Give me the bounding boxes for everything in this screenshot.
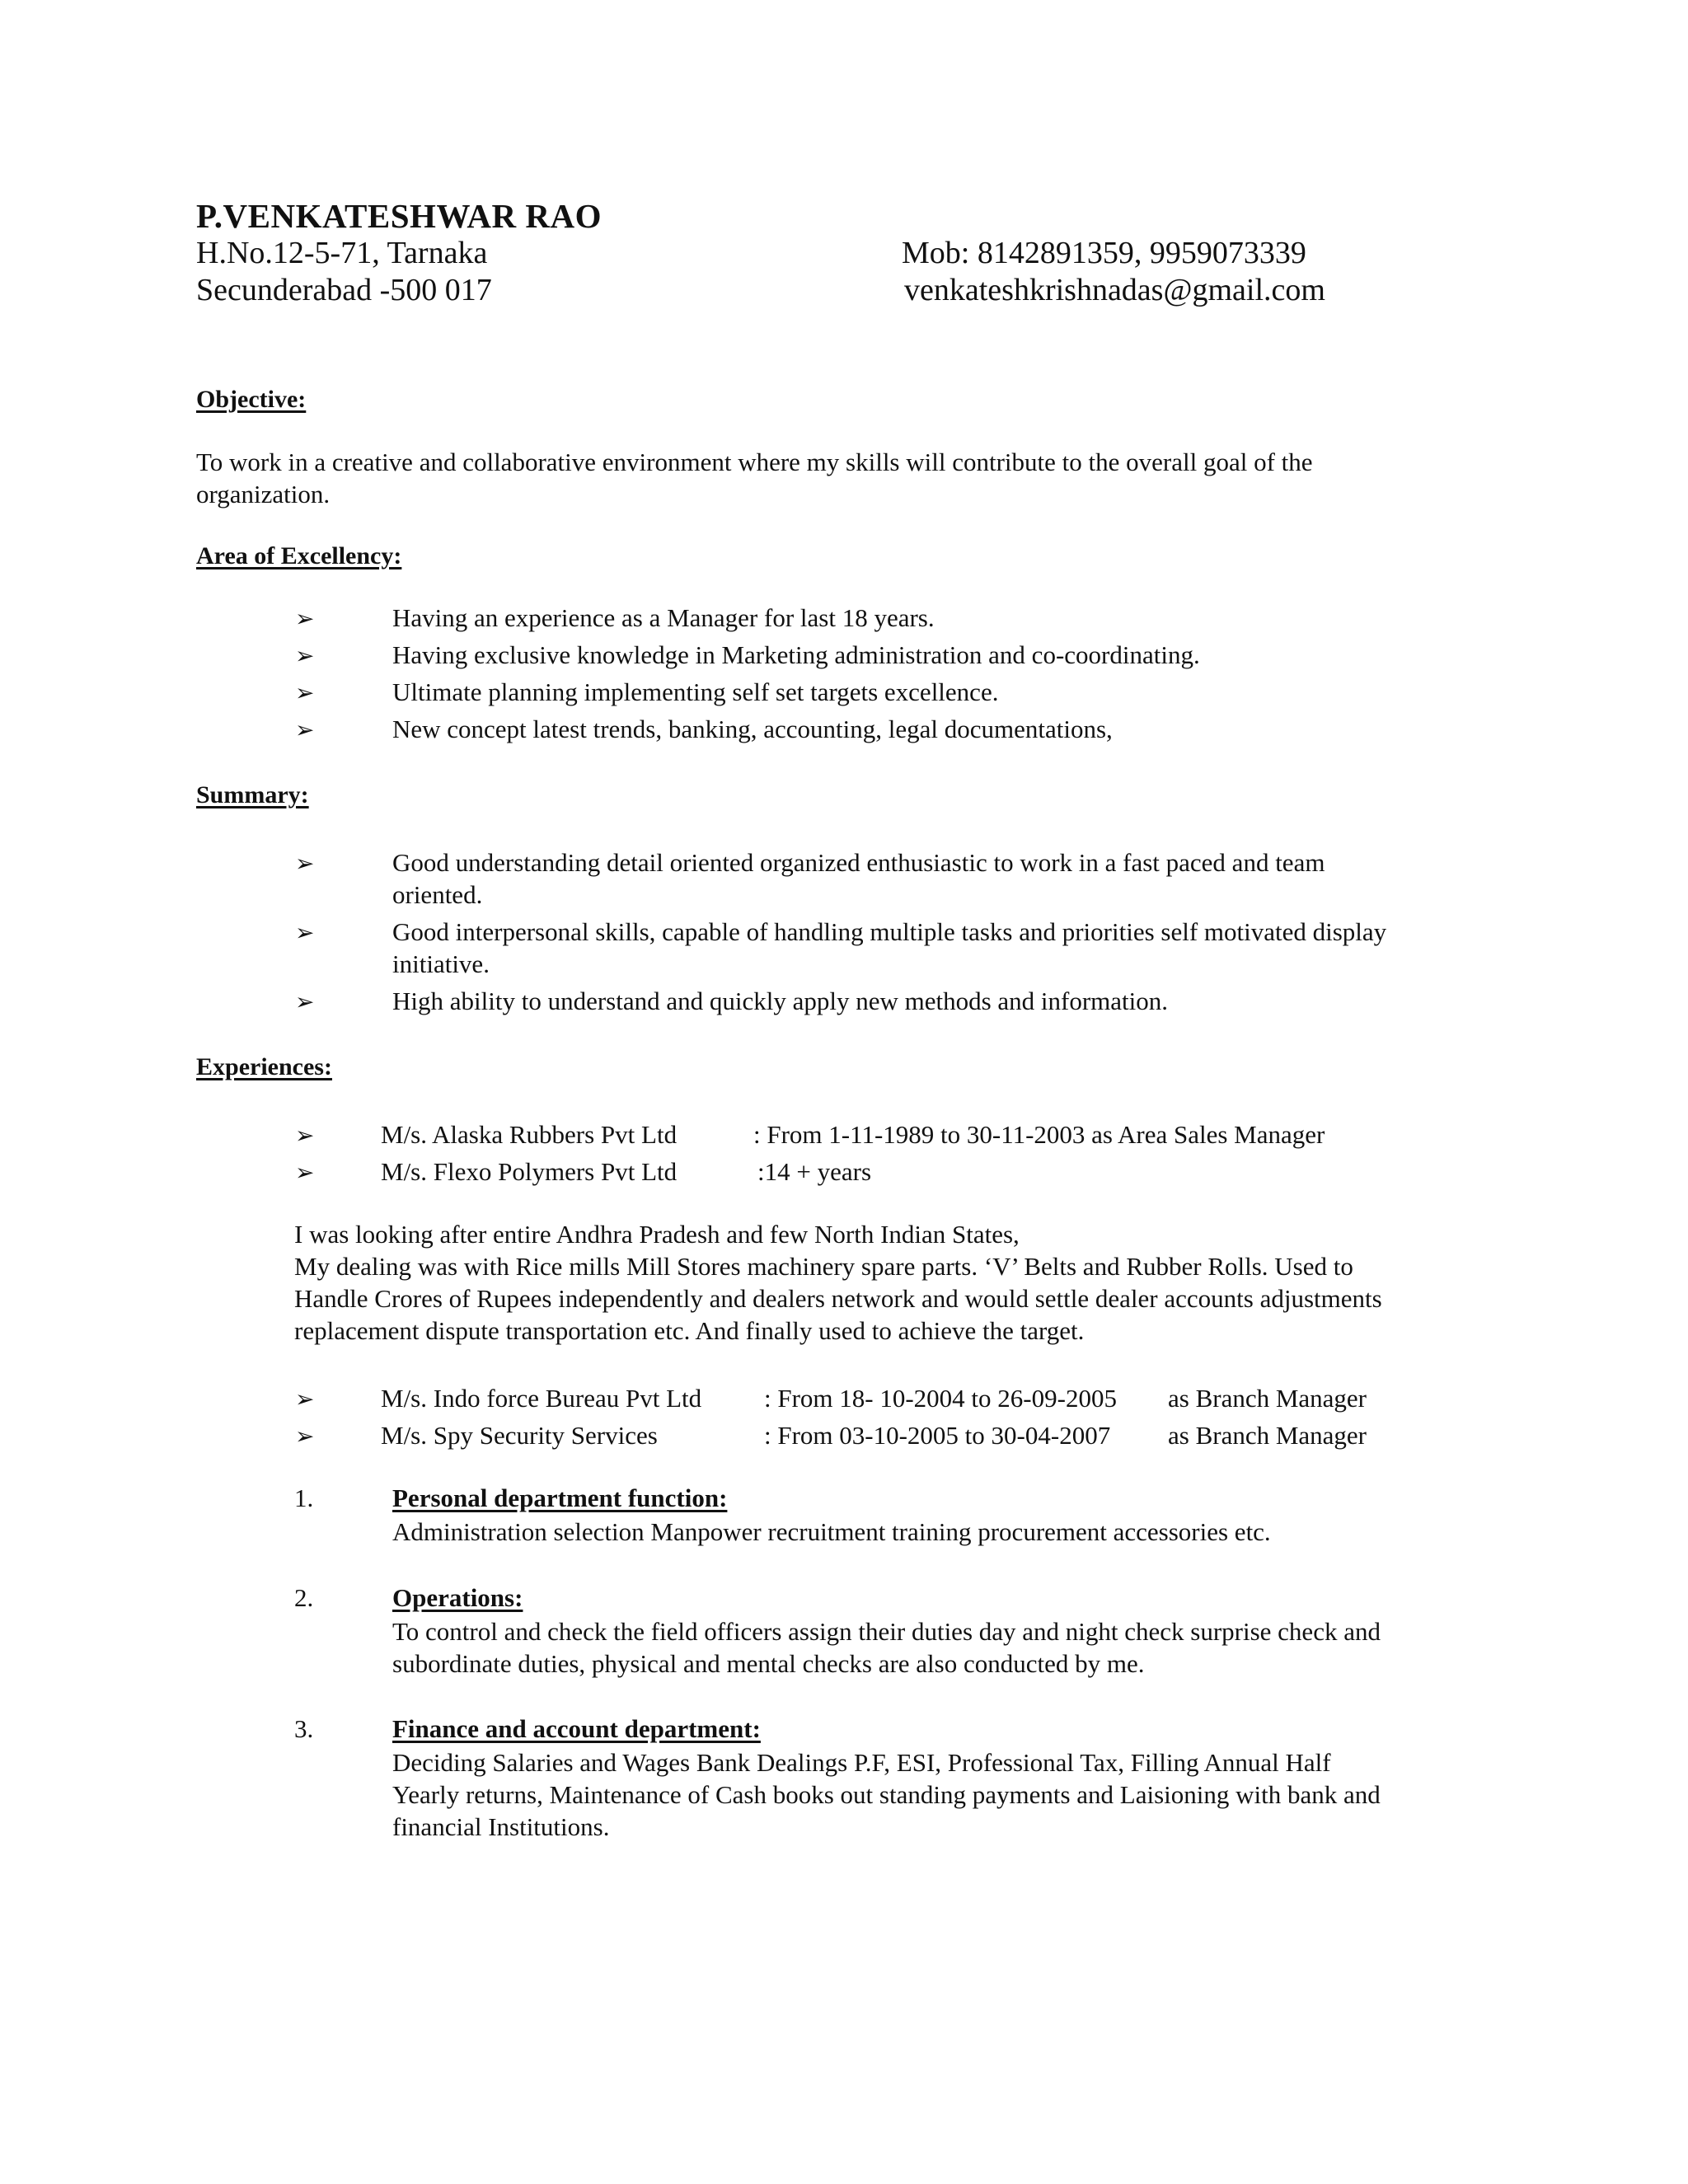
function-title: Operations: [392,1583,523,1612]
company-period: : From 1-11-1989 to 30-11-2003 as Area Sales Manager [753,1120,1325,1149]
function-text-line: Administration selection Manpower recruitment training procurement accessories etc. [392,1517,1271,1546]
company-role: as Branch Manager [1168,1384,1367,1413]
experiences-heading: Experiences: [196,1053,332,1080]
experience-description-line: replacement dispute transportation etc. And finally used to achieve the target. [294,1316,1085,1345]
function-text-line: financial Institutions. [392,1812,610,1841]
function-text-line: Deciding Salaries and Wages Bank Dealings P.F, ESI, Professional Tax, Filling Annual Half [392,1748,1331,1777]
company-period: : From 18- 10-2004 to 26-09-2005 [764,1384,1117,1413]
arrow-bullet-icon: ➢ [295,988,315,1015]
experience-description-line: Handle Crores of Rupees independently and dealers network and would settle dealer accounts adjustments [294,1284,1382,1313]
address-line-1: H.No.12-5-71, Tarnaka [196,236,488,270]
arrow-bullet-icon: ➢ [295,716,315,743]
arrow-bullet-icon: ➢ [295,1422,315,1450]
arrow-bullet-icon: ➢ [295,1385,315,1413]
company-name: M/s. Spy Security Services [381,1421,658,1450]
excellency-item: Ultimate planning implementing self set targets excellence. [392,677,999,706]
arrow-bullet-icon: ➢ [295,642,315,669]
company-period: :14 + years [757,1157,872,1186]
function-number: 1. [294,1483,314,1512]
summary-item-line: High ability to understand and quickly apply new methods and information. [392,987,1169,1015]
function-number: 3. [294,1714,314,1743]
company-period: : From 03-10-2005 to 30-04-2007 [764,1421,1111,1450]
function-title: Personal department function: [392,1483,728,1512]
summary-item-line: oriented. [392,880,483,909]
excellency-item: Having exclusive knowledge in Marketing administration and co-coordinating. [392,640,1200,669]
company-name: M/s. Alaska Rubbers Pvt Ltd [381,1120,678,1149]
function-number: 2. [294,1583,314,1612]
objective-line-1: To work in a creative and collaborative environment where my skills will contribute to the overall goal of the [196,448,1313,476]
excellency-heading: Area of Excellency: [196,542,402,569]
arrow-bullet-icon: ➢ [295,1122,315,1149]
summary-item-line: Good interpersonal skills, capable of handling multiple tasks and priorities self motivated display [392,917,1387,946]
arrow-bullet-icon: ➢ [295,850,315,877]
excellency-item: New concept latest trends, banking, accounting, legal documentations, [392,715,1113,743]
summary-item-line: initiative. [392,949,490,978]
company-role: as Branch Manager [1168,1421,1367,1450]
function-text-line: Yearly returns, Maintenance of Cash books out standing payments and Laisioning with bank and [392,1780,1381,1809]
excellency-item: Having an experience as a Manager for last 18 years. [392,603,935,632]
address-line-2: Secunderabad -500 017 [196,273,492,307]
company-name: M/s. Flexo Polymers Pvt Ltd [381,1157,678,1186]
summary-item-line: Good understanding detail oriented organized enthusiastic to work in a fast paced and team [392,848,1325,877]
function-text-line: To control and check the field officers assign their duties day and night check surprise check and [392,1617,1381,1646]
arrow-bullet-icon: ➢ [295,679,315,706]
candidate-name: P.VENKATESHWAR RAO [196,197,602,235]
objective-line-2: organization. [196,480,331,509]
company-name: M/s. Indo force Bureau Pvt Ltd [381,1384,702,1413]
arrow-bullet-icon: ➢ [295,919,315,946]
email-address: venkateshkrishnadas@gmail.com [904,273,1325,307]
arrow-bullet-icon: ➢ [295,1159,315,1186]
function-text-line: subordinate duties, physical and mental checks are also conducted by me. [392,1649,1145,1678]
experience-description-line: I was looking after entire Andhra Pradesh and few North Indian States, [294,1220,1020,1249]
objective-heading: Objective: [196,386,307,413]
experience-description-line: My dealing was with Rice mills Mill Stores machinery spare parts. ‘V’ Belts and Rubber Rolls. Used to [294,1252,1353,1281]
summary-heading: Summary: [196,781,309,808]
function-title: Finance and account department: [392,1714,761,1743]
mobile-numbers: Mob: 8142891359, 9959073339 [902,236,1306,270]
arrow-bullet-icon: ➢ [295,605,315,632]
